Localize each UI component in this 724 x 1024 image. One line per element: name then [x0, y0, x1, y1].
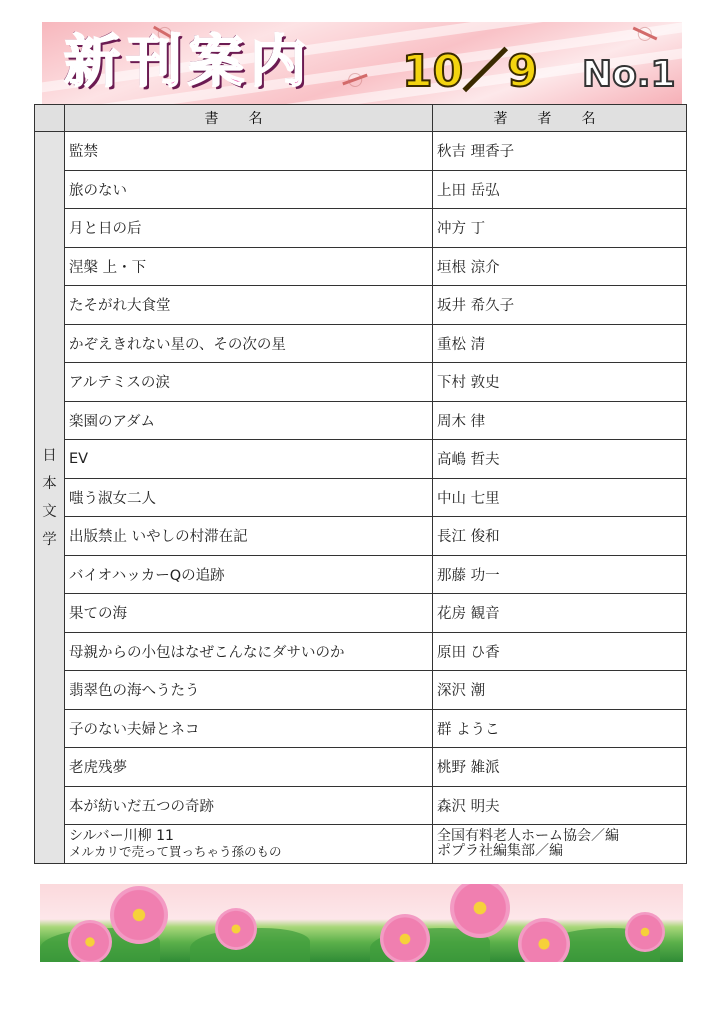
book-author: 冲方 丁 [433, 209, 687, 248]
table-row [35, 478, 687, 517]
cosmos-flower-image [518, 918, 570, 962]
cosmos-flower-image [450, 884, 510, 938]
book-author: 秋吉 理香子 [433, 132, 687, 171]
table-row [35, 363, 687, 402]
book-author: 重松 清 [433, 324, 687, 363]
book-title: たそがれ大食堂 [65, 286, 433, 325]
cosmos-flower-image [215, 908, 257, 950]
genre-char: 日 [42, 447, 57, 464]
book-author: 坂井 希久子 [433, 286, 687, 325]
book-author: 中山 七里 [433, 478, 687, 517]
footer-banner [40, 884, 683, 962]
table-corner [35, 105, 65, 132]
table-row [35, 324, 687, 363]
book-author: 高嶋 哲夫 [433, 440, 687, 479]
genre-char: 文 [42, 503, 57, 520]
column-header-author: 著者名 [433, 105, 687, 132]
table-row [35, 209, 687, 248]
table-row [35, 132, 687, 171]
book-author-line: 全国有料老人ホーム協会／編 [437, 828, 619, 844]
book-author-line: ポプラ社編集部／編 [437, 843, 563, 859]
book-title: バイオハッカーQの追跡 [65, 555, 433, 594]
book-author [433, 825, 687, 864]
table-row [35, 594, 687, 633]
column-header-title: 書名 [65, 105, 433, 132]
table-row [35, 748, 687, 787]
book-author: 花房 観音 [433, 594, 687, 633]
table-row [35, 825, 687, 864]
book-title: 楽園のアダム [65, 401, 433, 440]
book-title: 母親からの小包はなぜこんなにダサいのか [65, 632, 433, 671]
table-row [35, 632, 687, 671]
table-row [35, 170, 687, 209]
table-header-row [35, 105, 687, 132]
book-title: かぞえきれない星の、その次の星 [65, 324, 433, 363]
table-row [35, 401, 687, 440]
book-title: 翡翠色の海へうたう [65, 671, 433, 710]
cosmos-flower-image [380, 914, 430, 962]
table-row [35, 709, 687, 748]
book-title: 嗤う淑女二人 [65, 478, 433, 517]
book-author: 長江 俊和 [433, 517, 687, 556]
book-author: 原田 ひ香 [433, 632, 687, 671]
book-title: 出版禁止 いやしの村滞在記 [65, 517, 433, 556]
book-table [34, 104, 687, 864]
book-title: 老虎残夢 [65, 748, 433, 787]
book-title: 月と日の后 [65, 209, 433, 248]
book-author: 垣根 涼介 [433, 247, 687, 286]
book-title-main: シルバー川柳 11 [69, 828, 174, 844]
table-row [35, 555, 687, 594]
book-author: 上田 岳弘 [433, 170, 687, 209]
cosmos-flower-image [110, 886, 168, 944]
genre-char: 学 [42, 531, 57, 548]
book-author: 桃野 雑派 [433, 748, 687, 787]
table-row [35, 440, 687, 479]
cosmos-flower-image [68, 920, 112, 962]
cosmos-flower-image [625, 912, 665, 952]
book-title: 本が紡いだ五つの奇跡 [65, 786, 433, 825]
book-author: 周木 律 [433, 401, 687, 440]
book-author: 深沢 潮 [433, 671, 687, 710]
table-row [35, 786, 687, 825]
issue-number: No.1 [582, 54, 676, 95]
header-banner [42, 22, 682, 104]
page-title: 新刊案内 [64, 30, 312, 95]
table-row [35, 671, 687, 710]
genre-char: 本 [42, 475, 57, 492]
book-title: 涅槃 上・下 [65, 247, 433, 286]
book-author: 那藤 功一 [433, 555, 687, 594]
book-title: アルテミスの涙 [65, 363, 433, 402]
book-title [65, 825, 433, 864]
book-author: 群 ようこ [433, 709, 687, 748]
book-title: 子のない夫婦とネコ [65, 709, 433, 748]
book-author: 森沢 明夫 [433, 786, 687, 825]
book-author: 下村 敦史 [433, 363, 687, 402]
book-title: EV [65, 440, 433, 479]
book-title: 監禁 [65, 132, 433, 171]
book-title: 旅のない [65, 170, 433, 209]
table-row [35, 517, 687, 556]
issue-date: 10／9 [402, 46, 538, 97]
book-title: 果ての海 [65, 594, 433, 633]
book-subtitle: メルカリで売って買っちゃう孫のもの [69, 844, 282, 859]
table-row [35, 247, 687, 286]
genre-label [35, 132, 65, 864]
table-row [35, 286, 687, 325]
